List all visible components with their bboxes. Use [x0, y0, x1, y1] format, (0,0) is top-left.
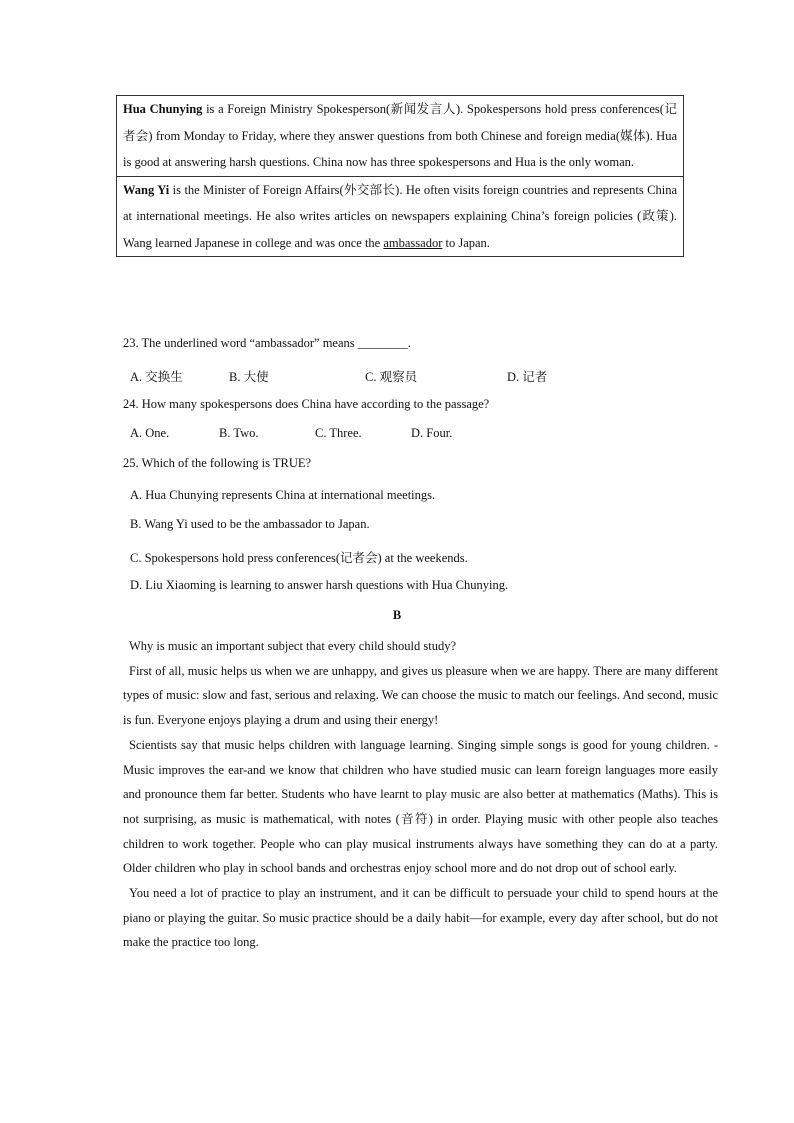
row-text: is a Foreign Ministry Spokesperson(新闻发言人). Spokespersons hold press conferences(记者会) from Monday to Friday, where they answer questions from both Chinese and foreign media(媒体). Hua is good at answering harsh questions. China now has three spokespersons and Hua is the only woman. — [123, 102, 678, 169]
q24-option-a: A. One. — [130, 426, 170, 440]
q23-option-c: C. 观察员 — [365, 370, 418, 384]
q25-option-d: D. Liu Xiaoming is learning to answer harsh questions with Hua Chunying. — [130, 578, 509, 592]
question-24: 24. How many spokespersons does China have according to the passage? — [123, 397, 490, 411]
passage-paragraph-1: Why is music an important subject that every child should study? — [129, 639, 457, 653]
passage-paragraph-2: First of all, music helps us when we are unhappy, and gives us pleasure when we are happy. There are many different types of music: slow and fast, serious and relaxing. We can choose the music to match our feelings. And second, music is fun. Everyone enjoys playing a drum and using their energy! — [123, 663, 718, 728]
underlined-word: ambassador — [383, 235, 443, 250]
q24-option-c: C. Three. — [315, 426, 362, 440]
q24-option-d: D. Four. — [411, 426, 453, 440]
q23-option-d: D. 记者 — [507, 370, 548, 384]
section-b-heading: B — [392, 608, 402, 622]
question-25: 25. Which of the following is TRUE? — [123, 456, 312, 470]
person-name: Hua Chunying — [123, 102, 203, 116]
passage-paragraph-3: Scientists say that music helps children with language learning. Singing simple songs is good for young children. -Music improves the ear-and we know that children who have studied music can learn foreign languages more easily and pronounce them far better. Students who have learnt to play music are also better at mathematics (Maths). This is not surprising, as music is mathematical, with notes (音符) in order. Playing music with other people also teaches children to work together. People who can play musical instruments always have something they can do at a party. Older children who play in school bands and orchestras enjoy school more and do not drop out of school early. — [123, 737, 718, 876]
question-23: 23. The underlined word “ambassador” means ________. — [123, 336, 411, 350]
q23-option-a: A. 交换生 — [130, 370, 183, 384]
person-name: Wang Yi — [123, 182, 170, 197]
row-text-end: to Japan. — [442, 235, 490, 250]
q25-option-b: B. Wang Yi used to be the ambassador to Japan. — [130, 517, 370, 531]
section-b-passage — [123, 634, 718, 955]
q25-option-c: C. Spokespersons hold press conferences(记者会) at the weekends. — [130, 551, 468, 565]
passage-paragraph-4: You need a lot of practice to play an instrument, and it can be difficult to persuade your child to spend hours at the piano or playing the guitar. So music practice should be a daily habit—for example, every day after school, but do not make the practice too long. — [123, 886, 718, 950]
row-text: is the Minister of Foreign Affairs(外交部长). He often visits foreign countries and represents China at international meetings. He also writes articles on newspapers explaining China’s foreign policies (政策). Wang learned Japanese in college and was once the — [123, 182, 677, 250]
q23-option-b: B. 大使 — [229, 370, 269, 384]
table-row-hua-chunying — [117, 96, 683, 176]
q24-option-b: B. Two. — [219, 426, 259, 440]
table-row-wang-yi — [117, 176, 683, 257]
q25-option-a: A. Hua Chunying represents China at international meetings. — [130, 488, 436, 502]
info-table — [116, 95, 684, 257]
